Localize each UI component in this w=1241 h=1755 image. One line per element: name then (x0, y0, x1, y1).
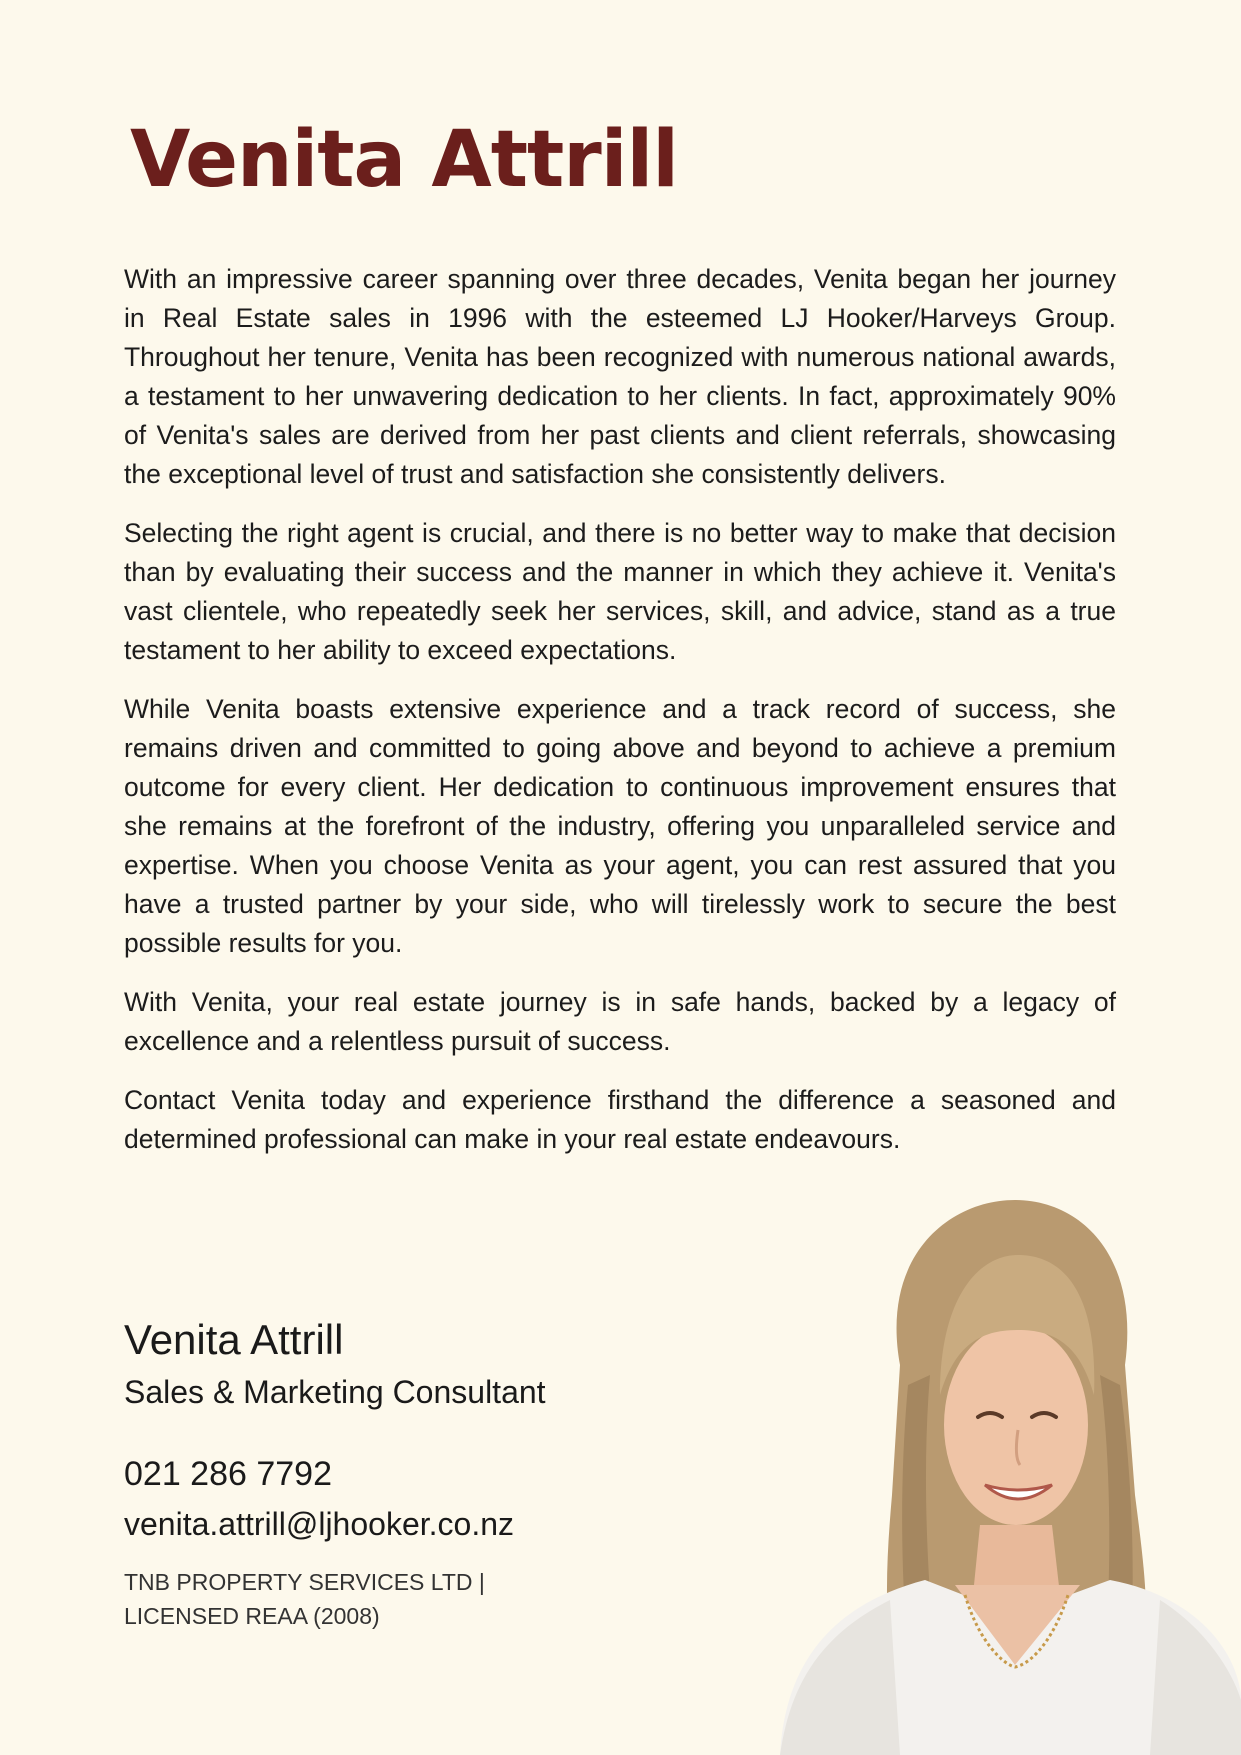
contact-phone[interactable]: 021 286 7792 (124, 1454, 332, 1493)
bio-paragraph: While Venita boasts extensive experience and a track record of success, she remains driven and committed to going above and beyond to achieve a premium outcome for every client. Her dedication to continuous improvement ensures that she remains at the forefront of the industry, offering you unparalleled service and expertise. When you choose Venita as your agent, you can rest assured that you have a trusted partner by your side, who will tirelessly work to secure the best possible results for you. (124, 694, 1116, 958)
bio-paragraph: Selecting the right agent is crucial, and there is no better way to make that decision than by evaluating their success and the manner in which they achieve it. Venita's vast clientele, who repeatedly seek her services, skill, and advice, stand as a true testament to her ability to exceed expectations. (124, 518, 1116, 665)
contact-block (124, 1315, 764, 1633)
bio-paragraph: With Venita, your real estate journey is in safe hands, backed by a legacy of excellence and a relentless pursuit of success. (124, 987, 1116, 1056)
page-title: Venita Attrill (130, 115, 678, 205)
contact-role: Sales & Marketing Consultant (124, 1374, 546, 1411)
contact-email[interactable]: venita.attrill@ljhooker.co.nz (124, 1505, 514, 1542)
license-line-1: TNB PROPERTY SERVICES LTD | (124, 1568, 485, 1595)
bio-section (124, 260, 1116, 1179)
license-line-2: LICENSED REAA (2008) (124, 1602, 380, 1629)
contact-name: Venita Attrill (124, 1316, 344, 1363)
bio-paragraph: With an impressive career spanning over three decades, Venita began her journey in Real Estate sales in 1996 with the esteemed LJ Hooker/Harveys Group. Throughout her tenure, Venita has been recognized with numerous national awards, a testament to her unwavering dedication to her clients. In fact, approximately 90% of Venita's sales are derived from her past clients and client referrals, showcasing the exceptional level of trust and satisfaction she consistently delivers. (124, 264, 1116, 489)
bio-paragraph: Contact Venita today and experience firsthand the difference a seasoned and determined professional can make in your real estate endeavours. (124, 1085, 1116, 1154)
license-info (124, 1565, 764, 1633)
agent-portrait (780, 1195, 1241, 1755)
